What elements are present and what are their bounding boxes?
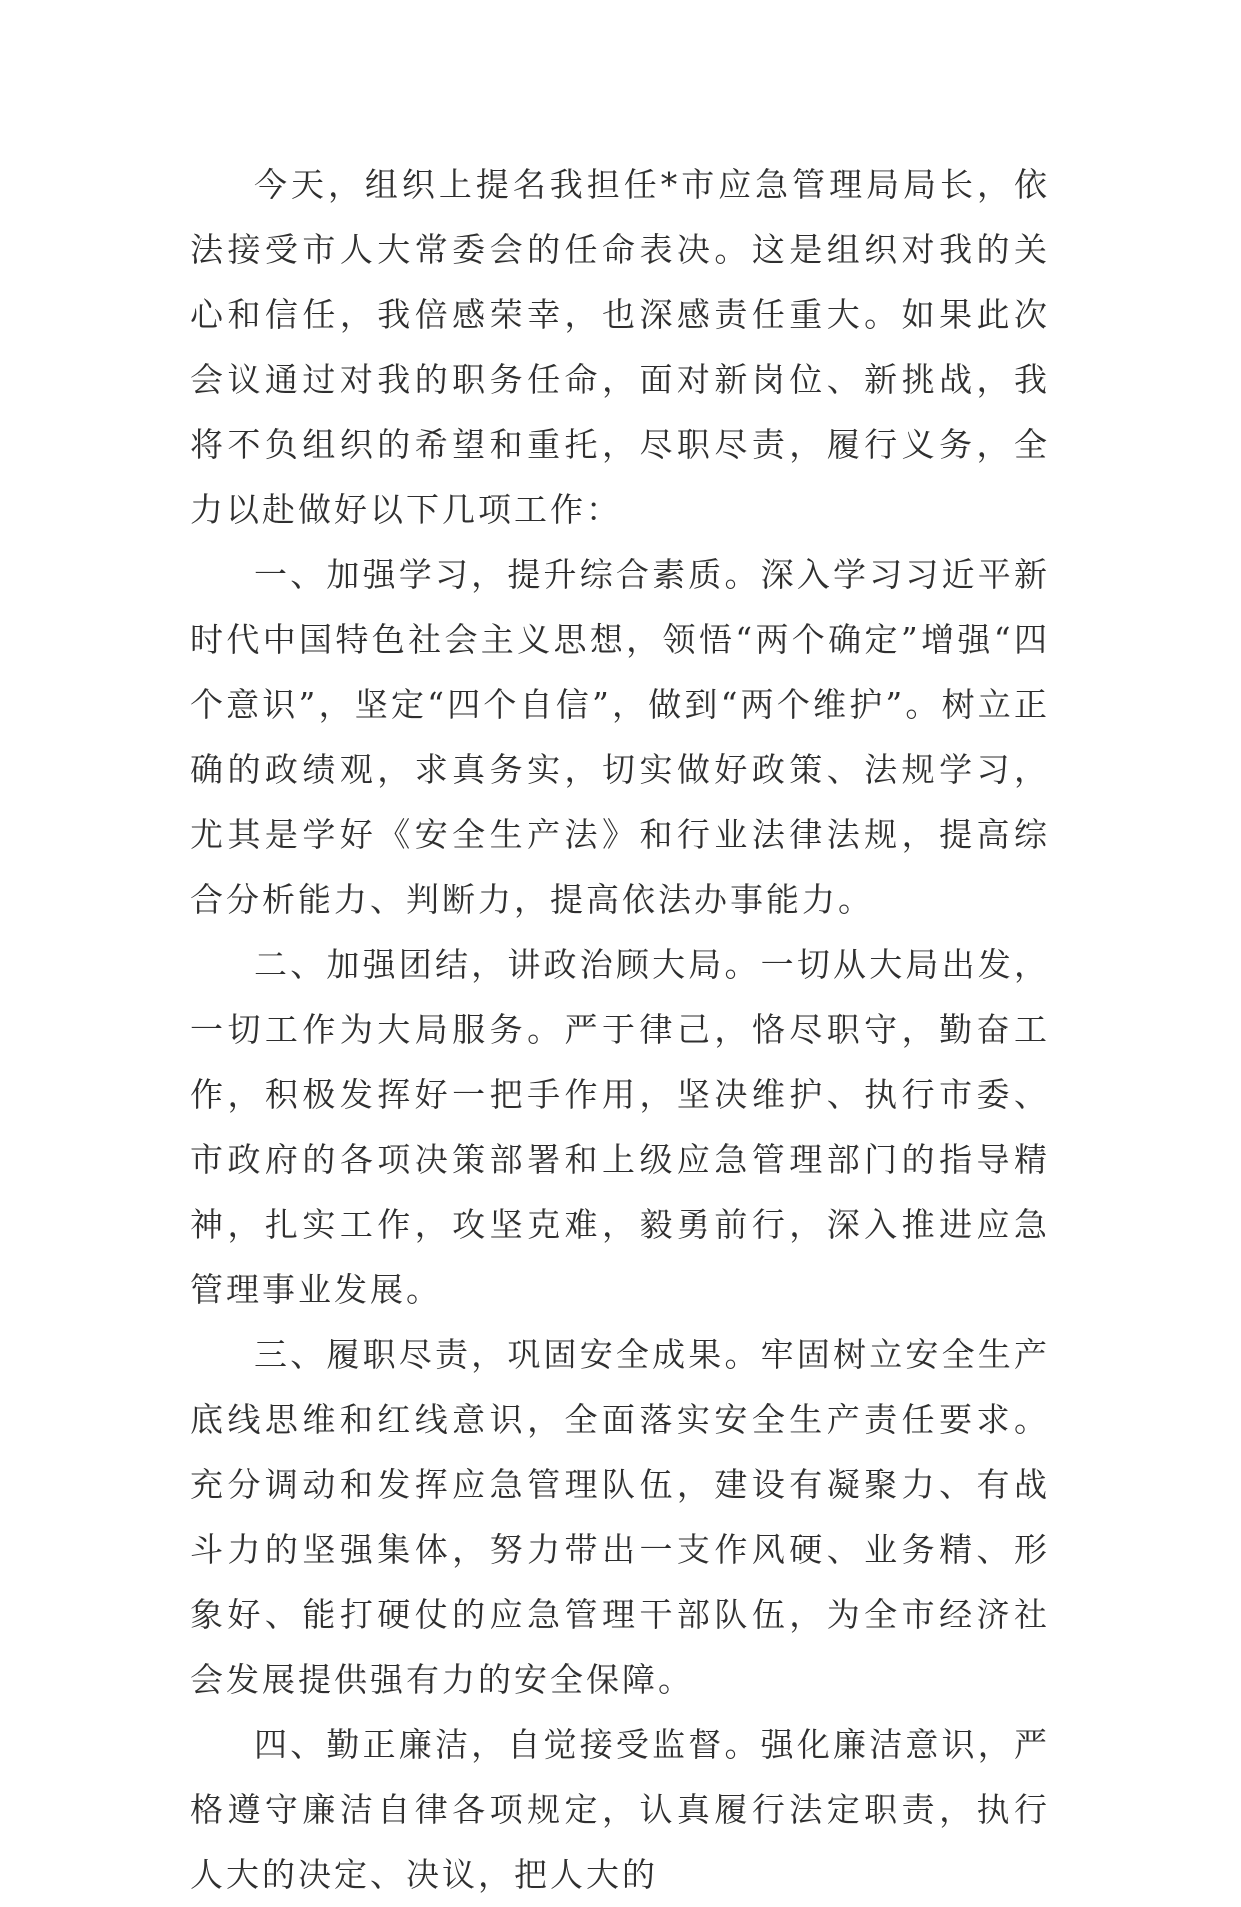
paragraph-duty: 三、履职尽责，巩固安全成果。牢固树立安全生产底线思维和红线意识，全面落实安全生产责任要求。充分调动和发挥应急管理队伍，建设有凝聚力、有战斗力的坚强集体，努力带出一支作风硬、业务精、形象好、能打硬仗的应急管理干部队伍，为全市经济社会发展提供强有力的安全保障。 — [190, 1335, 1050, 1699]
paragraph-unity: 二、加强团结，讲政治顾大局。一切从大局出发，一切工作为大局服务。严于律己，恪尽职守，勤奋工作，积极发挥好一把手作用，坚决维护、执行市委、市政府的各项决策部署和上级应急管理部门的指导精神，扎实工作，攻坚克难，毅勇前行，深入推进应急管理事业发展。 — [190, 945, 1050, 1309]
document-body — [190, 152, 1050, 1907]
paragraph-integrity: 四、勤正廉洁，自觉接受监督。强化廉洁意识，严格遵守廉洁自律各项规定，认真履行法定职责，执行人大的决定、决议，把人大的 — [190, 1725, 1050, 1894]
paragraph-study: 一、加强学习，提升综合素质。深入学习习近平新时代中国特色社会主义思想，领悟“两个确定”增强“四个意识”，坚定“四个自信”，做到“两个维护”。树立正确的政绩观，求真务实，切实做好政策、法规学习，尤其是学好《安全生产法》和行业法律法规，提高综合分析能力、判断力，提高依法办事能力。 — [190, 555, 1050, 919]
paragraph-intro: 今天，组织上提名我担任*市应急管理局局长，依法接受市人大常委会的任命表决。这是组织对我的关心和信任，我倍感荣幸，也深感责任重大。如果此次会议通过对我的职务任命，面对新岗位、新挑战，我将不负组织的希望和重托，尽职尽责，履行义务，全力以赴做好以下几项工作： — [190, 165, 1050, 529]
